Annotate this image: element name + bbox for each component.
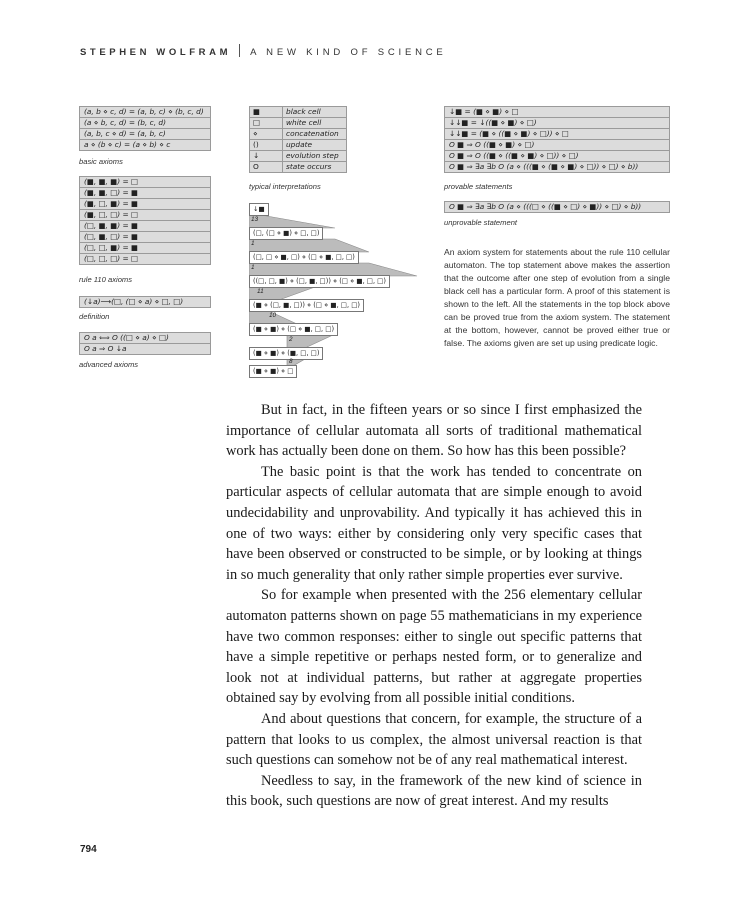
proof-step-number: 8: [289, 358, 293, 365]
proof-step: (■ ⋄ ■) ⋄ (□ ⋄ ■, □, □): [249, 323, 338, 336]
rule110-axiom-row: (■, ■, ■) = □: [80, 177, 211, 188]
interpretation-meaning: white cell: [283, 118, 347, 129]
definition-table: [79, 296, 211, 308]
basic-axiom-row: a ⋄ (b ⋄ c) = (a ⋄ b) ⋄ c: [80, 140, 211, 151]
proof-step: (■ ⋄ ■) ⋄ □: [249, 365, 297, 378]
unprovable-statement-caption: unprovable statement: [444, 218, 518, 227]
provable-statement-row: O ■ ⇒ O ((■ ⋄ ■) ⋄ □): [445, 140, 670, 151]
interpretation-meaning: state occurs: [283, 162, 347, 173]
interpretation-symbol: □: [250, 118, 283, 129]
figure-description: An axiom system for statements about the rule 110 cellular automaton. The top statement above makes the assertion that the outcome after one step of evolution from a single black cell has a particular form. A proof of this statement is shown to the left. All the statements in the top block above can be proved true from the axiom system. The statement at the bottom, however, cannot be proved either true or false. The axioms given are set up using predicate logic.: [444, 247, 670, 348]
proof-step: ((□, □, ■) ⋄ (□, ■, □)) ⋄ (□ ⋄ ■, □, □): [249, 275, 390, 288]
basic-axioms-caption: basic axioms: [79, 157, 123, 166]
interpretation-symbol: ↓: [250, 151, 283, 162]
interpretation-symbol: O: [250, 162, 283, 173]
rule110-axiom-row: (□, □, ■) = ■: [80, 243, 211, 254]
interpretation-row: [250, 162, 347, 173]
proof-step-number: 13: [251, 216, 259, 223]
proof-step-number: 1: [251, 240, 255, 247]
proof-step: ↓■: [249, 203, 269, 216]
rule110-axiom-row: (□, ■, ■) = ■: [80, 221, 211, 232]
interpretation-row: [250, 140, 347, 151]
interpretations-caption: typical interpretations: [249, 182, 321, 191]
body-paragraph: So for example when presented with the 256 elementary cellular automaton patterns shown on page 55 mathematicians in my experience have two common responses: either to single out specific patterns that have a simple repetitive or perhaps nested form, or to generalize and look not at individual patterns, but rather at aggregate properties obtained say by evolving from all possible initial conditions.: [226, 587, 642, 707]
basic-axiom-row: (a, b ⋄ c, d) = (a, b, c) ⋄ (b, c, d): [80, 107, 211, 118]
interpretation-row: [250, 151, 347, 162]
interpretation-meaning: black cell: [283, 107, 347, 118]
interpretation-meaning: update: [283, 140, 347, 151]
proof-step: (■ ⋄ ■) ⋄ (■, □, □): [249, 347, 323, 360]
body-paragraph: Needless to say, in the framework of the new kind of science in this book, such questions are now of great interest. And my results: [226, 772, 642, 810]
interpretation-row: [250, 118, 347, 129]
provable-statement-row: O ■ ⇒ ∃a ∃b O (a ⋄ (((■ ⋄ (■ ⋄ ■) ⋄ □)) ⋄ □) ⋄ b)): [445, 162, 670, 173]
proof-step-number: 10: [269, 312, 277, 319]
basic-axiom-row: (a, b, c ⋄ d) = (a, b, c): [80, 129, 211, 140]
proof-step-number: 11: [257, 288, 264, 295]
provable-statements-table: [444, 106, 670, 173]
interpretation-symbol: ■: [250, 107, 283, 118]
interpretation-meaning: concatenation: [283, 129, 347, 140]
rule110-axiom-row: (■, □, □) = □: [80, 210, 211, 221]
provable-statement-row: O ■ ⇒ O ((■ ⋄ ((■ ⋄ ■) ⋄ □)) ⋄ □): [445, 151, 670, 162]
provable-statement-row: ↓↓■ = (■ ⋄ ((■ ⋄ ■) ⋄ □)) ⋄ □: [445, 129, 670, 140]
unprovable-statement-row: O ■ ⇒ ∃a ∃b O (a ⋄ (((□ ⋄ ((■ ⋄ □) ⋄ ■)) ⋄ □) ⋄ b)): [445, 202, 670, 213]
header-separator: [239, 44, 240, 57]
unprovable-statement-table: [444, 201, 670, 213]
advanced-axiom-row: O a ⇒ O ↓a: [80, 344, 211, 355]
proof-step: (■ ⋄ (□, ■, □)) ⋄ (□ ⋄ ■, □, □): [249, 299, 364, 312]
interpretation-symbol: (): [250, 140, 283, 151]
basic-axioms-table: [79, 106, 211, 151]
definition-caption: definition: [79, 312, 110, 321]
rule110-axiom-row: (■, □, ■) = ■: [80, 199, 211, 210]
page-number: 794: [80, 844, 97, 855]
advanced-axioms-caption: advanced axioms: [79, 360, 139, 369]
rule110-axioms-caption: rule 110 axioms: [79, 275, 133, 284]
proof-step: (□, □ ⋄ ■, □) ⋄ (□ ⋄ ■, □, □): [249, 251, 359, 264]
definition-row: (↓a)⟶(□, (□ ⋄ a) ⋄ □, □): [80, 297, 211, 308]
rule110-axiom-row: (■, ■, □) = ■: [80, 188, 211, 199]
interpretation-row: [250, 129, 347, 140]
advanced-axiom-row: O a ⟺ O ((□ ⋄ a) ⋄ □): [80, 333, 211, 344]
interpretation-symbol: ⋄: [250, 129, 283, 140]
provable-statements-caption: provable statements: [444, 182, 513, 191]
body-paragraph: But in fact, in the fifteen years or so since I first emphasized the importance of cellular automata all sorts of traditional mathematical work has actually been done on them. So how has this been possible?: [226, 402, 642, 460]
interpretations-table: [249, 106, 347, 173]
rule110-axiom-row: (□, ■, □) = ■: [80, 232, 211, 243]
body-paragraph: And about questions that concern, for example, the structure of a pattern that looks to us complex, the almost universal reaction is that such questions can somehow not be of any real mathematical interest.: [226, 710, 642, 769]
proof-step-number: 2: [289, 336, 293, 343]
header-book-title: A NEW KIND OF SCIENCE: [250, 47, 447, 58]
interpretation-row: [250, 107, 347, 118]
provable-statement-row: ↓↓■ = ↓((■ ⋄ ■) ⋄ □): [445, 118, 670, 129]
proof-diagram: [249, 203, 429, 378]
header-author: STEPHEN WOLFRAM: [80, 47, 232, 58]
advanced-axioms-table: [79, 332, 211, 355]
body-text: [226, 400, 642, 812]
basic-axiom-row: (a ⋄ b, c, d) = (b, c, d): [80, 118, 211, 129]
rule110-axiom-row: (□, □, □) = □: [80, 254, 211, 265]
interpretation-meaning: evolution step: [283, 151, 347, 162]
proof-step: (□, (□ ⋄ ■) ⋄ □, □): [249, 227, 323, 240]
rule110-axioms-table: [79, 176, 211, 265]
running-header: [80, 44, 447, 58]
proof-step-number: 1: [251, 264, 255, 271]
provable-statement-row: ↓■ = (■ ⋄ ■) ⋄ □: [445, 107, 670, 118]
body-paragraph: The basic point is that the work has tended to concentrate on particular aspects of cellular automata that are simple enough to avoid undecidability and unprovability. And typically it has achieved this in one of two ways: either by considering only very specific cases that have been observed or constructed to be simple, or by looking at things in so much generality that only rather simple properties ever survive.: [226, 463, 642, 583]
